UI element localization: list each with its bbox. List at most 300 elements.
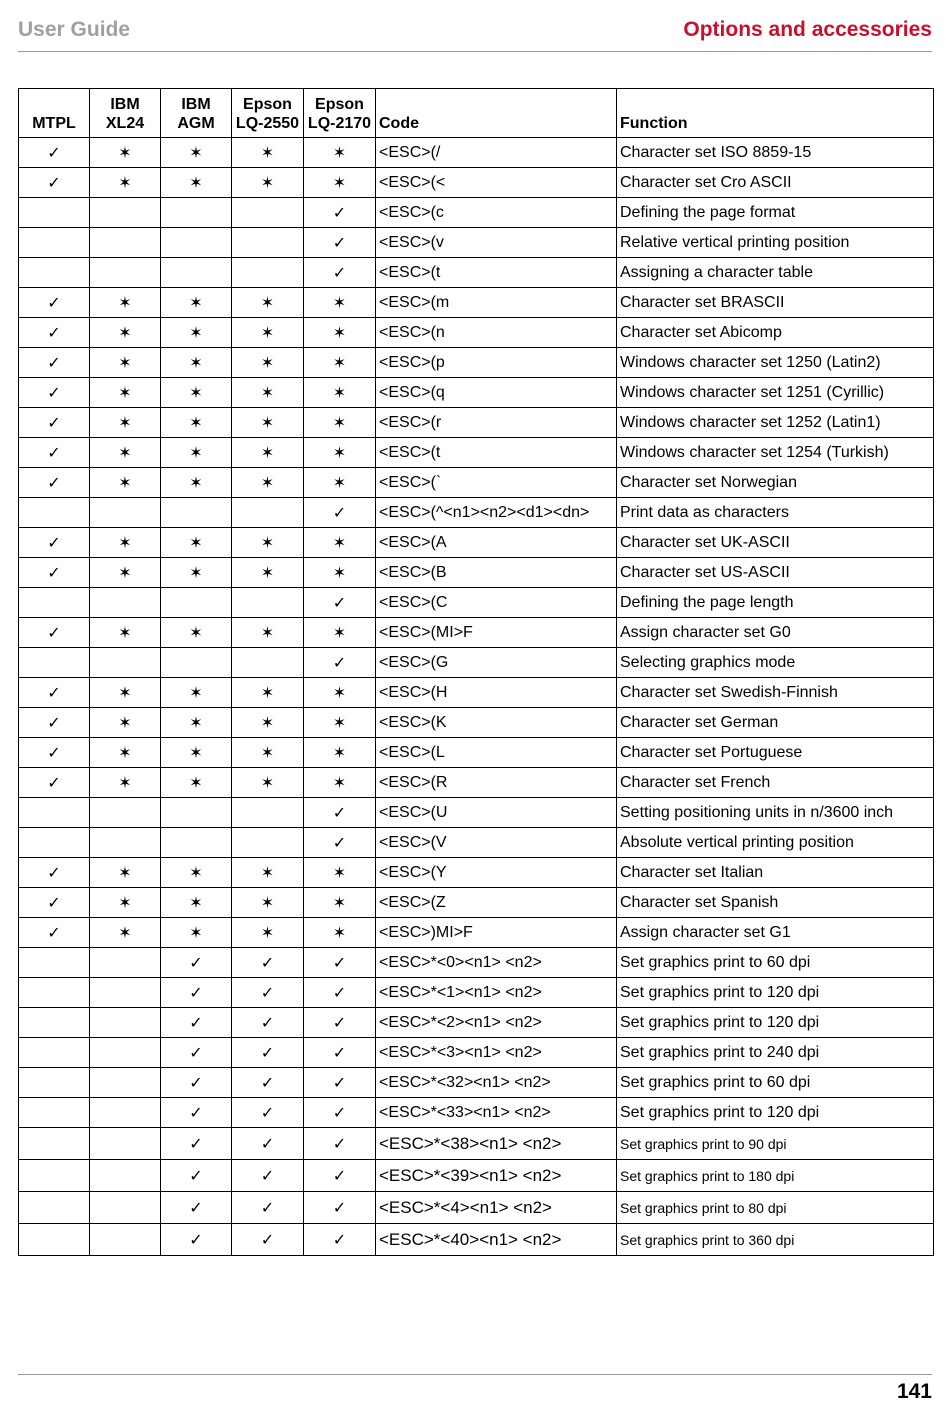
checkmark-icon: ✓ — [304, 1224, 376, 1256]
table-row — [19, 228, 934, 258]
table-row — [19, 1068, 934, 1098]
code-cell: <ESC>*<1><n1> <n2> — [376, 978, 617, 1008]
function-cell: Windows character set 1251 (Cyrillic) — [617, 378, 934, 408]
table-row — [19, 588, 934, 618]
function-cell: Character set German — [617, 708, 934, 738]
code-cell: <ESC>(/ — [376, 138, 617, 168]
asterisk-icon: ✶ — [232, 408, 304, 438]
checkmark-icon: ✓ — [19, 918, 90, 948]
checkmark-icon: ✓ — [304, 1038, 376, 1068]
table-row — [19, 1192, 934, 1224]
empty-cell — [90, 1038, 161, 1068]
checkmark-icon: ✓ — [161, 1008, 232, 1038]
checkmark-icon: ✓ — [161, 1098, 232, 1128]
checkmark-icon: ✓ — [304, 948, 376, 978]
empty-cell — [19, 1224, 90, 1256]
table-row — [19, 798, 934, 828]
checkmark-icon: ✓ — [19, 888, 90, 918]
asterisk-icon: ✶ — [90, 348, 161, 378]
function-cell: Set graphics print to 90 dpi — [617, 1128, 934, 1160]
empty-cell — [19, 828, 90, 858]
asterisk-icon: ✶ — [161, 408, 232, 438]
code-cell: <ESC>(B — [376, 558, 617, 588]
function-cell: Set graphics print to 60 dpi — [617, 948, 934, 978]
empty-cell — [161, 828, 232, 858]
asterisk-icon: ✶ — [304, 918, 376, 948]
table-row — [19, 318, 934, 348]
table-row — [19, 1160, 934, 1192]
checkmark-icon: ✓ — [19, 378, 90, 408]
asterisk-icon: ✶ — [161, 138, 232, 168]
code-cell: <ESC>(^<n1><n2><d1><dn> — [376, 498, 617, 528]
asterisk-icon: ✶ — [304, 168, 376, 198]
empty-cell — [161, 258, 232, 288]
function-cell: Print data as characters — [617, 498, 934, 528]
table-row — [19, 138, 934, 168]
checkmark-icon: ✓ — [161, 1160, 232, 1192]
asterisk-icon: ✶ — [161, 618, 232, 648]
asterisk-icon: ✶ — [90, 138, 161, 168]
asterisk-icon: ✶ — [161, 888, 232, 918]
asterisk-icon: ✶ — [90, 858, 161, 888]
table-row — [19, 978, 934, 1008]
asterisk-icon: ✶ — [304, 858, 376, 888]
asterisk-icon: ✶ — [232, 918, 304, 948]
asterisk-icon: ✶ — [232, 168, 304, 198]
checkmark-icon: ✓ — [232, 1128, 304, 1160]
empty-cell — [90, 1098, 161, 1128]
asterisk-icon: ✶ — [161, 858, 232, 888]
column-header-epson-lq2550: Epson LQ-2550 — [232, 89, 304, 138]
asterisk-icon: ✶ — [304, 288, 376, 318]
table-row — [19, 258, 934, 288]
empty-cell — [90, 798, 161, 828]
code-cell: <ESC>(t — [376, 438, 617, 468]
asterisk-icon: ✶ — [90, 528, 161, 558]
asterisk-icon: ✶ — [304, 408, 376, 438]
empty-cell — [90, 828, 161, 858]
checkmark-icon: ✓ — [304, 1068, 376, 1098]
empty-cell — [19, 1038, 90, 1068]
function-cell: Set graphics print to 120 dpi — [617, 1008, 934, 1038]
asterisk-icon: ✶ — [304, 768, 376, 798]
asterisk-icon: ✶ — [90, 888, 161, 918]
code-cell: <ESC>(K — [376, 708, 617, 738]
code-cell: <ESC>(V — [376, 828, 617, 858]
table-row — [19, 678, 934, 708]
empty-cell — [19, 258, 90, 288]
function-cell: Character set Portuguese — [617, 738, 934, 768]
table-row — [19, 198, 934, 228]
table-row — [19, 1038, 934, 1068]
checkmark-icon: ✓ — [304, 798, 376, 828]
empty-cell — [161, 588, 232, 618]
table-row — [19, 918, 934, 948]
code-cell: <ESC>(G — [376, 648, 617, 678]
table-row — [19, 438, 934, 468]
function-cell: Windows character set 1250 (Latin2) — [617, 348, 934, 378]
asterisk-icon: ✶ — [232, 678, 304, 708]
asterisk-icon: ✶ — [304, 348, 376, 378]
code-cell: <ESC>(C — [376, 588, 617, 618]
empty-cell — [19, 228, 90, 258]
table-row — [19, 708, 934, 738]
code-cell: <ESC>*<39><n1> <n2> — [376, 1160, 617, 1192]
checkmark-icon: ✓ — [304, 1192, 376, 1224]
checkmark-icon: ✓ — [232, 948, 304, 978]
function-cell: Character set Italian — [617, 858, 934, 888]
empty-cell — [90, 498, 161, 528]
table-row — [19, 1098, 934, 1128]
asterisk-icon: ✶ — [232, 288, 304, 318]
checkmark-icon: ✓ — [232, 978, 304, 1008]
page-number: 141 — [896, 1380, 932, 1403]
checkmark-icon: ✓ — [161, 1224, 232, 1256]
table-row — [19, 858, 934, 888]
checkmark-icon: ✓ — [161, 978, 232, 1008]
function-cell: Assign character set G1 — [617, 918, 934, 948]
checkmark-icon: ✓ — [304, 1160, 376, 1192]
checkmark-icon: ✓ — [304, 258, 376, 288]
asterisk-icon: ✶ — [232, 468, 304, 498]
empty-cell — [232, 228, 304, 258]
asterisk-icon: ✶ — [304, 618, 376, 648]
function-cell: Defining the page format — [617, 198, 934, 228]
empty-cell — [90, 258, 161, 288]
empty-cell — [90, 1068, 161, 1098]
function-cell: Defining the page length — [617, 588, 934, 618]
checkmark-icon: ✓ — [304, 1008, 376, 1038]
table-row — [19, 1224, 934, 1256]
empty-cell — [19, 498, 90, 528]
empty-cell — [19, 198, 90, 228]
asterisk-icon: ✶ — [161, 528, 232, 558]
asterisk-icon: ✶ — [161, 768, 232, 798]
asterisk-icon: ✶ — [161, 168, 232, 198]
function-cell: Setting positioning units in n/3600 inch — [617, 798, 934, 828]
table-row — [19, 1128, 934, 1160]
checkmark-icon: ✓ — [19, 138, 90, 168]
empty-cell — [90, 1160, 161, 1192]
section-title: Options and accessories — [683, 18, 932, 41]
empty-cell — [19, 1128, 90, 1160]
checkmark-icon: ✓ — [304, 978, 376, 1008]
asterisk-icon: ✶ — [304, 468, 376, 498]
asterisk-icon: ✶ — [90, 618, 161, 648]
empty-cell — [19, 588, 90, 618]
column-header-code: Code — [376, 89, 617, 138]
asterisk-icon: ✶ — [161, 558, 232, 588]
code-cell: <ESC>)MI>F — [376, 918, 617, 948]
table-row — [19, 1008, 934, 1038]
code-cell: <ESC>(MI>F — [376, 618, 617, 648]
checkmark-icon: ✓ — [19, 348, 90, 378]
checkmark-icon: ✓ — [232, 1192, 304, 1224]
asterisk-icon: ✶ — [90, 768, 161, 798]
function-cell: Character set ISO 8859-15 — [617, 138, 934, 168]
asterisk-icon: ✶ — [161, 918, 232, 948]
table-row — [19, 618, 934, 648]
empty-cell — [19, 1160, 90, 1192]
asterisk-icon: ✶ — [232, 378, 304, 408]
empty-cell — [19, 1008, 90, 1038]
asterisk-icon: ✶ — [232, 768, 304, 798]
checkmark-icon: ✓ — [19, 678, 90, 708]
checkmark-icon: ✓ — [19, 168, 90, 198]
guide-title: User Guide — [18, 18, 131, 41]
asterisk-icon: ✶ — [90, 288, 161, 318]
asterisk-icon: ✶ — [90, 468, 161, 498]
empty-cell — [90, 1128, 161, 1160]
checkmark-icon: ✓ — [19, 858, 90, 888]
checkmark-icon: ✓ — [232, 1160, 304, 1192]
code-cell: <ESC>*<3><n1> <n2> — [376, 1038, 617, 1068]
function-cell: Set graphics print to 360 dpi — [617, 1224, 934, 1256]
checkmark-icon: ✓ — [304, 1098, 376, 1128]
asterisk-icon: ✶ — [90, 708, 161, 738]
table-row — [19, 408, 934, 438]
column-header-function: Function — [617, 89, 934, 138]
asterisk-icon: ✶ — [304, 888, 376, 918]
checkmark-icon: ✓ — [19, 558, 90, 588]
code-cell: <ESC>*<33><n1> <n2> — [376, 1098, 617, 1128]
checkmark-icon: ✓ — [19, 408, 90, 438]
asterisk-icon: ✶ — [304, 438, 376, 468]
table-row — [19, 768, 934, 798]
empty-cell — [90, 198, 161, 228]
empty-cell — [90, 648, 161, 678]
code-cell: <ESC>(L — [376, 738, 617, 768]
asterisk-icon: ✶ — [232, 138, 304, 168]
code-cell: <ESC>(v — [376, 228, 617, 258]
checkmark-icon: ✓ — [19, 708, 90, 738]
asterisk-icon: ✶ — [161, 288, 232, 318]
checkmark-icon: ✓ — [19, 528, 90, 558]
code-cell: <ESC>(` — [376, 468, 617, 498]
table-row — [19, 168, 934, 198]
table-row — [19, 948, 934, 978]
asterisk-icon: ✶ — [304, 318, 376, 348]
table-header-row — [19, 89, 934, 138]
asterisk-icon: ✶ — [161, 318, 232, 348]
asterisk-icon: ✶ — [304, 678, 376, 708]
checkmark-icon: ✓ — [304, 1128, 376, 1160]
asterisk-icon: ✶ — [90, 378, 161, 408]
checkmark-icon: ✓ — [161, 1192, 232, 1224]
table-row — [19, 288, 934, 318]
asterisk-icon: ✶ — [232, 618, 304, 648]
code-cell: <ESC>*<4><n1> <n2> — [376, 1192, 617, 1224]
checkmark-icon: ✓ — [19, 318, 90, 348]
checkmark-icon: ✓ — [304, 828, 376, 858]
asterisk-icon: ✶ — [232, 738, 304, 768]
empty-cell — [90, 1192, 161, 1224]
table-row — [19, 348, 934, 378]
asterisk-icon: ✶ — [90, 558, 161, 588]
table-row — [19, 648, 934, 678]
asterisk-icon: ✶ — [90, 438, 161, 468]
checkmark-icon: ✓ — [19, 738, 90, 768]
asterisk-icon: ✶ — [161, 678, 232, 708]
function-cell: Set graphics print to 120 dpi — [617, 978, 934, 1008]
asterisk-icon: ✶ — [232, 528, 304, 558]
empty-cell — [90, 228, 161, 258]
empty-cell — [161, 228, 232, 258]
function-cell: Character set Spanish — [617, 888, 934, 918]
function-cell: Character set Norwegian — [617, 468, 934, 498]
asterisk-icon: ✶ — [232, 348, 304, 378]
asterisk-icon: ✶ — [90, 408, 161, 438]
asterisk-icon: ✶ — [304, 708, 376, 738]
column-header-ibm-agm: IBM AGM — [161, 89, 232, 138]
column-header-epson-lq2170: Epson LQ-2170 — [304, 89, 376, 138]
function-cell: Selecting graphics mode — [617, 648, 934, 678]
checkmark-icon: ✓ — [304, 588, 376, 618]
empty-cell — [232, 258, 304, 288]
empty-cell — [232, 798, 304, 828]
asterisk-icon: ✶ — [304, 378, 376, 408]
code-cell: <ESC>(r — [376, 408, 617, 438]
checkmark-icon: ✓ — [19, 768, 90, 798]
empty-cell — [161, 198, 232, 228]
empty-cell — [90, 588, 161, 618]
code-cell: <ESC>(< — [376, 168, 617, 198]
function-cell: Character set Swedish-Finnish — [617, 678, 934, 708]
function-cell: Relative vertical printing position — [617, 228, 934, 258]
checkmark-icon: ✓ — [232, 1038, 304, 1068]
asterisk-icon: ✶ — [232, 558, 304, 588]
code-cell: <ESC>*<0><n1> <n2> — [376, 948, 617, 978]
empty-cell — [161, 648, 232, 678]
checkmark-icon: ✓ — [161, 1038, 232, 1068]
asterisk-icon: ✶ — [304, 528, 376, 558]
header-divider — [18, 51, 932, 52]
function-cell: Windows character set 1252 (Latin1) — [617, 408, 934, 438]
code-cell: <ESC>*<38><n1> <n2> — [376, 1128, 617, 1160]
code-cell: <ESC>(R — [376, 768, 617, 798]
checkmark-icon: ✓ — [161, 1128, 232, 1160]
table-row — [19, 738, 934, 768]
function-cell: Character set Abicomp — [617, 318, 934, 348]
asterisk-icon: ✶ — [90, 918, 161, 948]
empty-cell — [19, 1192, 90, 1224]
asterisk-icon: ✶ — [90, 168, 161, 198]
checkmark-icon: ✓ — [232, 1098, 304, 1128]
asterisk-icon: ✶ — [232, 318, 304, 348]
command-table — [18, 88, 934, 1256]
asterisk-icon: ✶ — [90, 318, 161, 348]
table-row — [19, 468, 934, 498]
asterisk-icon: ✶ — [161, 438, 232, 468]
column-header-mtpl: MTPL — [19, 89, 90, 138]
checkmark-icon: ✓ — [232, 1008, 304, 1038]
checkmark-icon: ✓ — [232, 1224, 304, 1256]
function-cell: Set graphics print to 180 dpi — [617, 1160, 934, 1192]
checkmark-icon: ✓ — [19, 438, 90, 468]
footer-divider — [18, 1374, 932, 1375]
table-row — [19, 828, 934, 858]
asterisk-icon: ✶ — [232, 438, 304, 468]
empty-cell — [161, 498, 232, 528]
empty-cell — [90, 978, 161, 1008]
asterisk-icon: ✶ — [161, 348, 232, 378]
asterisk-icon: ✶ — [304, 738, 376, 768]
function-cell: Assign character set G0 — [617, 618, 934, 648]
code-cell: <ESC>(m — [376, 288, 617, 318]
code-cell: <ESC>(Y — [376, 858, 617, 888]
asterisk-icon: ✶ — [90, 678, 161, 708]
asterisk-icon: ✶ — [232, 888, 304, 918]
empty-cell — [90, 1008, 161, 1038]
function-cell: Set graphics print to 80 dpi — [617, 1192, 934, 1224]
function-cell: Absolute vertical printing position — [617, 828, 934, 858]
empty-cell — [19, 948, 90, 978]
code-cell: <ESC>*<2><n1> <n2> — [376, 1008, 617, 1038]
function-cell: Set graphics print to 60 dpi — [617, 1068, 934, 1098]
function-cell: Set graphics print to 240 dpi — [617, 1038, 934, 1068]
asterisk-icon: ✶ — [161, 378, 232, 408]
function-cell: Character set French — [617, 768, 934, 798]
asterisk-icon: ✶ — [304, 558, 376, 588]
code-cell: <ESC>*<32><n1> <n2> — [376, 1068, 617, 1098]
function-cell: Windows character set 1254 (Turkish) — [617, 438, 934, 468]
checkmark-icon: ✓ — [232, 1068, 304, 1098]
empty-cell — [19, 1098, 90, 1128]
asterisk-icon: ✶ — [161, 468, 232, 498]
empty-cell — [19, 648, 90, 678]
asterisk-icon: ✶ — [232, 858, 304, 888]
empty-cell — [90, 948, 161, 978]
table-row — [19, 888, 934, 918]
code-cell: <ESC>(H — [376, 678, 617, 708]
checkmark-icon: ✓ — [304, 498, 376, 528]
empty-cell — [232, 498, 304, 528]
empty-cell — [19, 1068, 90, 1098]
empty-cell — [232, 648, 304, 678]
asterisk-icon: ✶ — [90, 738, 161, 768]
table-row — [19, 378, 934, 408]
checkmark-icon: ✓ — [304, 648, 376, 678]
table-row — [19, 558, 934, 588]
asterisk-icon: ✶ — [161, 708, 232, 738]
code-cell: <ESC>(t — [376, 258, 617, 288]
function-cell: Character set Cro ASCII — [617, 168, 934, 198]
code-cell: <ESC>(A — [376, 528, 617, 558]
table-row — [19, 528, 934, 558]
checkmark-icon: ✓ — [304, 198, 376, 228]
checkmark-icon: ✓ — [19, 288, 90, 318]
checkmark-icon: ✓ — [161, 1068, 232, 1098]
function-cell: Character set UK-ASCII — [617, 528, 934, 558]
empty-cell — [232, 198, 304, 228]
checkmark-icon: ✓ — [19, 468, 90, 498]
table-row — [19, 498, 934, 528]
asterisk-icon: ✶ — [304, 138, 376, 168]
empty-cell — [90, 1224, 161, 1256]
checkmark-icon: ✓ — [304, 228, 376, 258]
function-cell: Character set BRASCII — [617, 288, 934, 318]
table-body — [19, 138, 934, 1256]
empty-cell — [19, 978, 90, 1008]
empty-cell — [232, 828, 304, 858]
code-cell: <ESC>(n — [376, 318, 617, 348]
empty-cell — [19, 798, 90, 828]
function-cell: Character set US-ASCII — [617, 558, 934, 588]
checkmark-icon: ✓ — [161, 948, 232, 978]
empty-cell — [161, 798, 232, 828]
code-cell: <ESC>(q — [376, 378, 617, 408]
code-cell: <ESC>*<40><n1> <n2> — [376, 1224, 617, 1256]
